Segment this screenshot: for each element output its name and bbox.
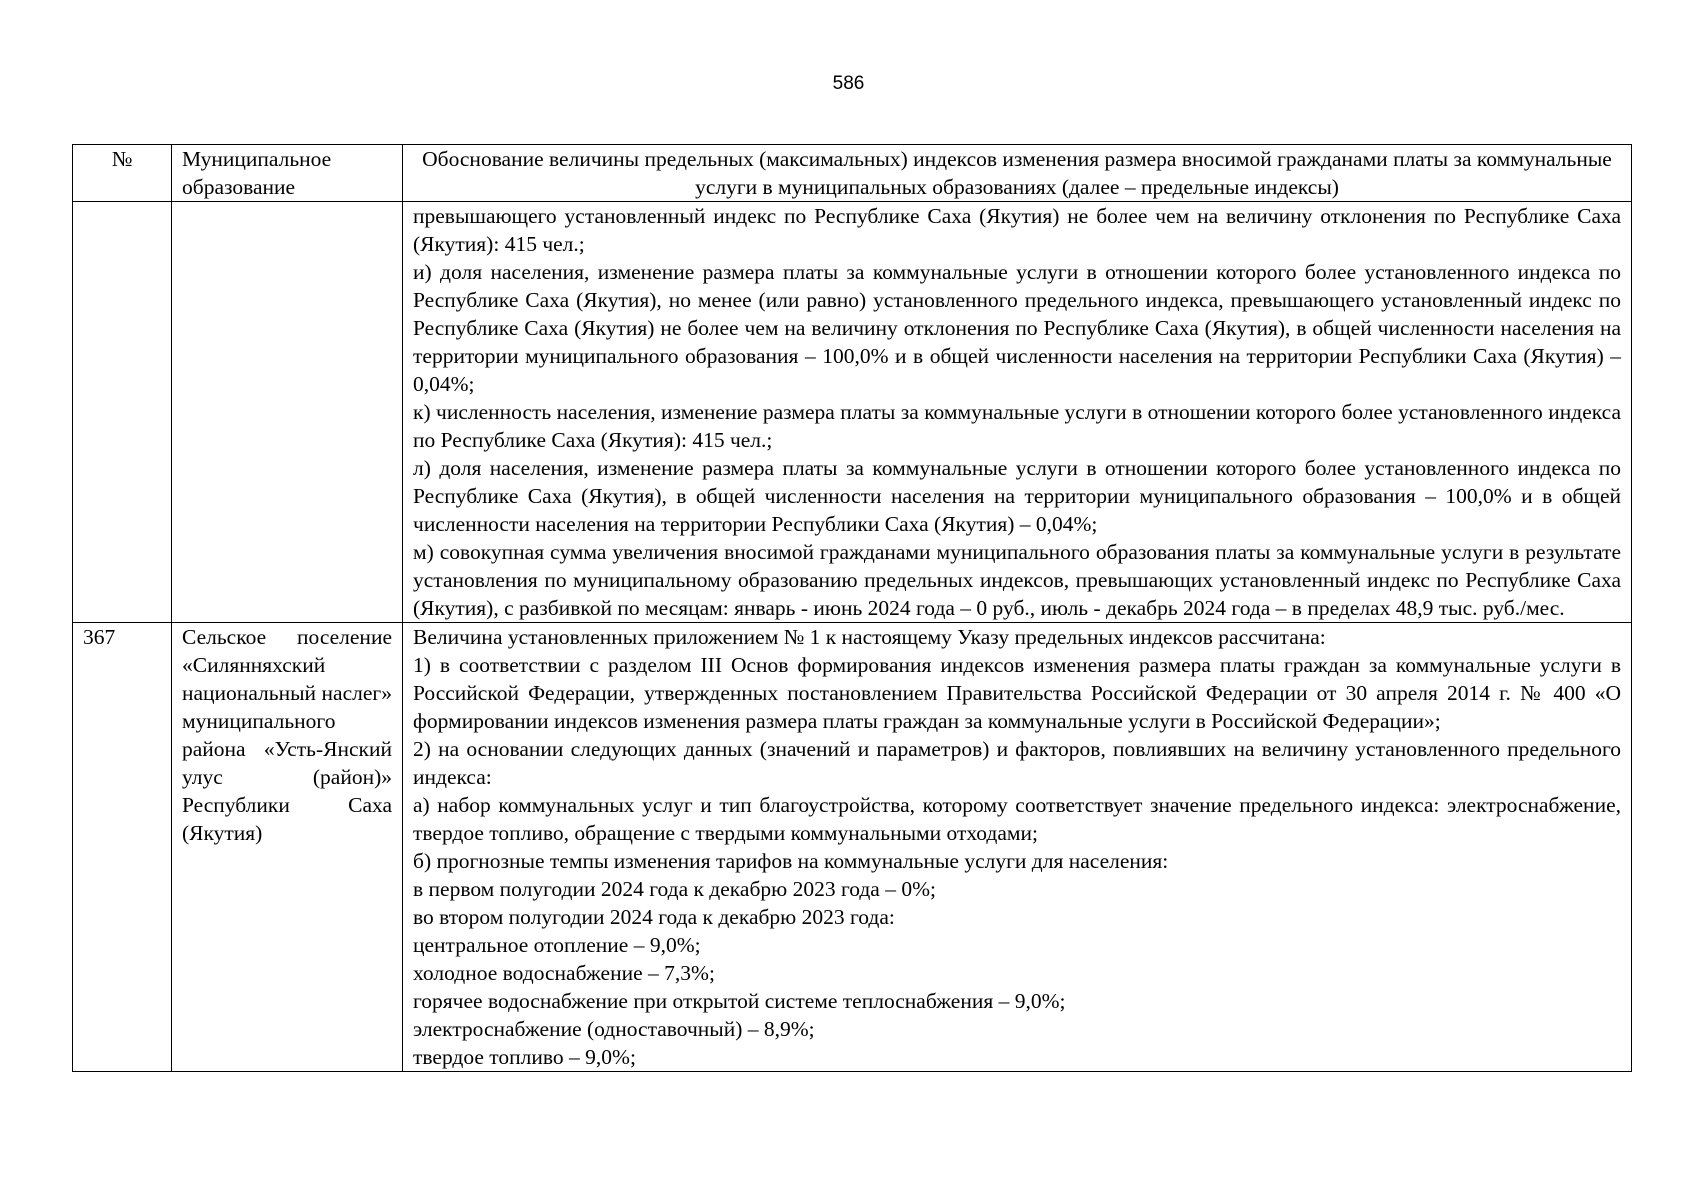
cell-num-continued xyxy=(73,202,172,623)
paragraph: в первом полугодии 2024 года к декабрю 2023 года – 0%; xyxy=(413,877,936,901)
cell-justification-continued xyxy=(403,202,1632,623)
header-num: № xyxy=(73,145,172,202)
paragraph: б) прогнозные темпы изменения тарифов на коммунальные услуги для населения: xyxy=(413,849,1169,873)
paragraph: горячее водоснабжение при открытой системе теплоснабжения – 9,0%; xyxy=(413,989,1066,1013)
header-justification: Обоснование величины предельных (максимальных) индексов изменения размера вносимой гражданами платы за коммунальные услуги в муниципальных образованиях (далее – предельные индексы) xyxy=(403,145,1632,202)
paragraph: а) набор коммунальных услуг и тип благоустройства, которому соответствует значение предельного индекса: электроснабжение, твердое топливо, обращение с твердыми коммунальными отходами; xyxy=(413,793,1621,845)
justification-table xyxy=(72,144,1632,1072)
paragraph: и) доля населения, изменение размера платы за коммунальные услуги в отношении которого более установленного индекса по Республике Саха (Якутия), но менее (или равно) установленного предельного индекса, превышающего установленный индекс по Республике Саха (Якутия) не более чем на величину отклонения по Республике Саха (Якутия), в общей численности населения на территории муниципального образования – 100,0% и в общей численности населения на территории Республики Саха (Якутия) – 0,04%; xyxy=(413,260,1621,396)
paragraph: Величина установленных приложением № 1 к настоящему Указу предельных индексов рассчитана: xyxy=(413,625,1326,649)
paragraph: электроснабжение (одноставочный) – 8,9%; xyxy=(413,1017,815,1041)
cell-num-367: 367 xyxy=(73,623,172,1072)
table-header-row xyxy=(73,145,1632,202)
paragraph: к) численность населения, изменение размера платы за коммунальные услуги в отношении которого более установленного индекса по Республике Саха (Якутия): 415 чел.; xyxy=(413,400,1621,452)
paragraph: холодное водоснабжение – 7,3%; xyxy=(413,961,715,985)
table-row-367 xyxy=(73,623,1632,1072)
cell-justification-367 xyxy=(403,623,1632,1072)
header-municipality: Муниципальное образование xyxy=(172,145,403,202)
paragraph: 2) на основании следующих данных (значений и параметров) и факторов, повлиявших на величину установленного предельного индекса: xyxy=(413,737,1621,789)
paragraph: 1) в соответствии с разделом III Основ формирования индексов изменения размера платы граждан за коммунальные услуги в Российской Федерации, утвержденных постановлением Правительства Российской Федерации от 30 апреля 2014 г. № 400 «О формировании индексов изменения размера платы граждан за коммунальные услуги в Российской Федерации»; xyxy=(413,653,1621,733)
paragraph: твердое топливо – 9,0%; xyxy=(413,1045,636,1069)
paragraph: во втором полугодии 2024 года к декабрю 2023 года: xyxy=(413,905,895,929)
paragraph: центральное отопление – 9,0%; xyxy=(413,933,701,957)
paragraph: превышающего установленный индекс по Республике Саха (Якутия) не более чем на величину отклонения по Республике Саха (Якутия): 415 чел.; xyxy=(413,204,1621,256)
table-row-continued xyxy=(73,202,1632,623)
cell-municipality-continued xyxy=(172,202,403,623)
paragraph: м) совокупная сумма увеличения вносимой гражданами муниципального образования платы за коммунальные услуги в результате установления по муниципальному образованию предельных индексов, превышающих установленный индекс по Республике Саха (Якутия), с разбивкой по месяцам: январь - июнь 2024 года – 0 руб., июль - декабрь 2024 года – в пределах 48,9 тыс. руб./мес. xyxy=(413,540,1621,620)
cell-municipality-367: Сельское поселение «Силянняхский национальный наслег» муниципального района «Усть-Янский улус (район)» Республики Саха (Якутия) xyxy=(172,623,403,1072)
page-number: 586 xyxy=(832,73,865,94)
paragraph: л) доля населения, изменение размера платы за коммунальные услуги в отношении которого более установленного индекса по Республике Саха (Якутия), в общей численности населения на территории муниципального образования – 100,0% и в общей численности населения на территории Республики Саха (Якутия) – 0,04%; xyxy=(413,456,1621,536)
